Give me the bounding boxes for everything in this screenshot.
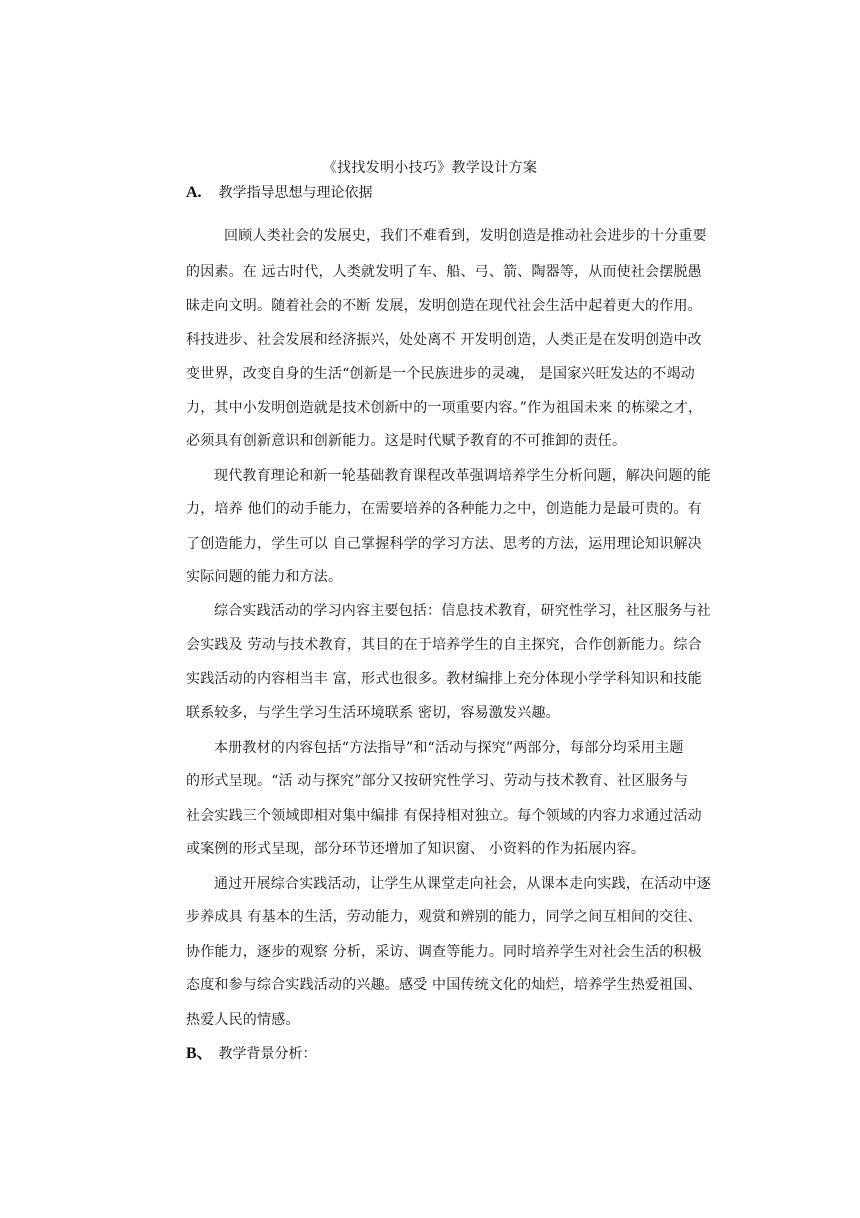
paragraph-line: 综合实践活动的学习内容主要包括：信息技术教育，研究性学习，社区服务与社: [214, 603, 711, 619]
paragraph-line: 变世界，改变自身的生活“创新是一个民族进步的灵魂， 是国家兴旺发达的不竭动: [186, 366, 696, 382]
document-title: 《找找发明小技巧》教学设计方案: [322, 160, 538, 176]
paragraph-line: 态度和参与综合实践活动的兴趣。感受 中国传统文化的灿烂，培养学生热爱祖国、: [186, 977, 702, 993]
paragraph-line: 回顾人类社会的发展史，我们不难看到，发明创造是推动社会进步的十分重要: [224, 228, 707, 244]
paragraph-line: 了创造能力，学生可以 自己掌握科学的学习方法、思考的方法，运用理论知识解决: [186, 536, 702, 552]
paragraph-line: 现代教育理论和新一轮基础教育课程改革强调培养学生分析问题，解决问题的能: [214, 468, 711, 484]
paragraph-line: 力，其中小发明创造就是技术创新中的一项重要内容。”作为祖国未来 的栋梁之才，: [186, 400, 703, 416]
paragraph-line: 联系较多，与学生学习生活环境联系 密切，容易激发兴趣。: [186, 705, 560, 721]
section-b-title: 教学背景分析：: [218, 1046, 317, 1062]
paragraph-line: 社会实践三个领域即相对集中编排 有保持相对独立。每个领域的内容力求通过活动: [186, 808, 702, 824]
paragraph-line: 科技进步、社会发展和经济振兴，处处离不 开发明创造，人类正是在发明创造中改: [186, 332, 702, 348]
section-b-marker: B、: [186, 1045, 213, 1062]
paragraph-line: 本册教材的内容包括“方法指导”和“活动与探究”两部分，每部分均采用主题: [214, 740, 684, 756]
paragraph-line: 力，培养 他们的动手能力，在需要培养的各种能力之中，创造能力是最可贵的。有: [186, 501, 702, 517]
paragraph-line: 的形式呈现。“活 动与探究”部分又按研究性学习、劳动与技术教育、社区服务与: [186, 773, 689, 789]
paragraph-line: 会实践及 劳动与技术教育，其目的在于培养学生的自主探究，合作创新能力。综合: [186, 637, 702, 653]
paragraph-line: 步养成具 有基本的生活，劳动能力，观赏和辨别的能力，同学之间互相间的交往、: [186, 909, 702, 925]
section-a-title: 教学指导思想与理论依据: [218, 185, 373, 201]
paragraph-line: 协作能力，逐步的观察 分析，采访、调查等能力。同时培养学生对社会生活的积极: [186, 944, 702, 960]
paragraph-line: 必须具有创新意识和创新能力。这是时代赋予教育的不可推卸的责任。: [186, 433, 627, 449]
paragraph-line: 通过开展综合实践活动，让学生从课堂走向社会，从课本走向实践，在活动中逐: [214, 876, 711, 892]
section-a-marker: A.: [186, 184, 202, 201]
paragraph-line: 或案例的形式呈现，部分环节还增加了知识窗、 小资料的作为拓展内容。: [186, 841, 646, 857]
paragraph-line: 实际问题的能力和方法。: [186, 569, 343, 585]
paragraph-line: 实践活动的内容相当丰 富，形式也很多。教材编排上充分体现小学学科知识和技能: [186, 671, 702, 687]
paragraph-line: 的因素。在 远古时代，人类就发明了车、船、弓、箭、陶器等，从而使社会摆脱愚: [186, 264, 702, 280]
paragraph-line: 昧走向文明。随着社会的不断 发展，发明创造在现代社会生活中起着更大的作用。: [186, 298, 702, 314]
paragraph-line: 热爱人民的情感。: [186, 1012, 300, 1028]
section-b-heading: [186, 1044, 316, 1064]
section-a-heading: [186, 183, 372, 203]
